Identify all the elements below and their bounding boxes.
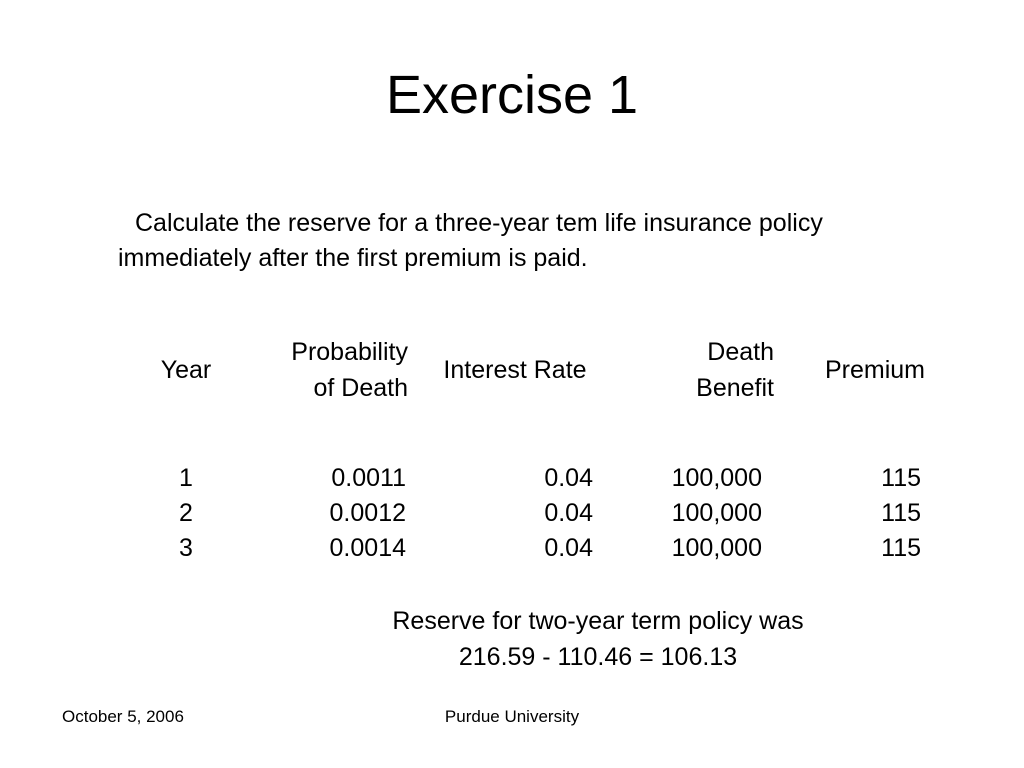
cell-death-benefit: 100,000 [671, 534, 762, 562]
cell-death-benefit: 100,000 [671, 464, 762, 492]
reserve-line-1: Reserve for two-year term policy was [392, 607, 804, 635]
header-interest-rate: Interest Rate [443, 356, 587, 384]
footer-organization: Purdue University [444, 707, 580, 726]
cell-probability: 0.0014 [329, 534, 406, 562]
cell-interest: 0.04 [544, 534, 593, 562]
header-death-benefit-line-2: Benefit [696, 374, 774, 402]
cell-year: 1 [179, 464, 193, 492]
header-premium: Premium [824, 356, 925, 384]
cell-probability: 0.0011 [331, 464, 406, 492]
header-probability-line-1: Probability [291, 338, 408, 366]
cell-premium: 115 [881, 464, 921, 492]
header-year: Year [160, 356, 212, 384]
cell-premium: 115 [881, 534, 921, 562]
reserve-line-2: 216.59 - 110.46 = 106.13 [458, 643, 738, 671]
cell-premium: 115 [881, 499, 921, 527]
cell-year: 3 [179, 534, 193, 562]
cell-death-benefit: 100,000 [671, 499, 762, 527]
header-probability-line-2: of Death [313, 374, 408, 402]
header-death-benefit [640, 334, 774, 406]
cell-probability: 0.0012 [329, 499, 406, 527]
page-title: Exercise 1 [385, 65, 639, 125]
intro-text [118, 206, 938, 276]
cell-year: 2 [179, 499, 193, 527]
footer-date: October 5, 2006 [62, 707, 184, 726]
header-probability [250, 334, 408, 406]
intro-line-1: Calculate the reserve for a three-year tem life insurance policy [135, 209, 823, 237]
header-death-benefit-line-1: Death [707, 338, 774, 366]
reserve-note [300, 603, 896, 675]
intro-line-2: immediately after the first premium is paid. [118, 244, 588, 272]
cell-interest: 0.04 [544, 499, 593, 527]
cell-interest: 0.04 [544, 464, 593, 492]
